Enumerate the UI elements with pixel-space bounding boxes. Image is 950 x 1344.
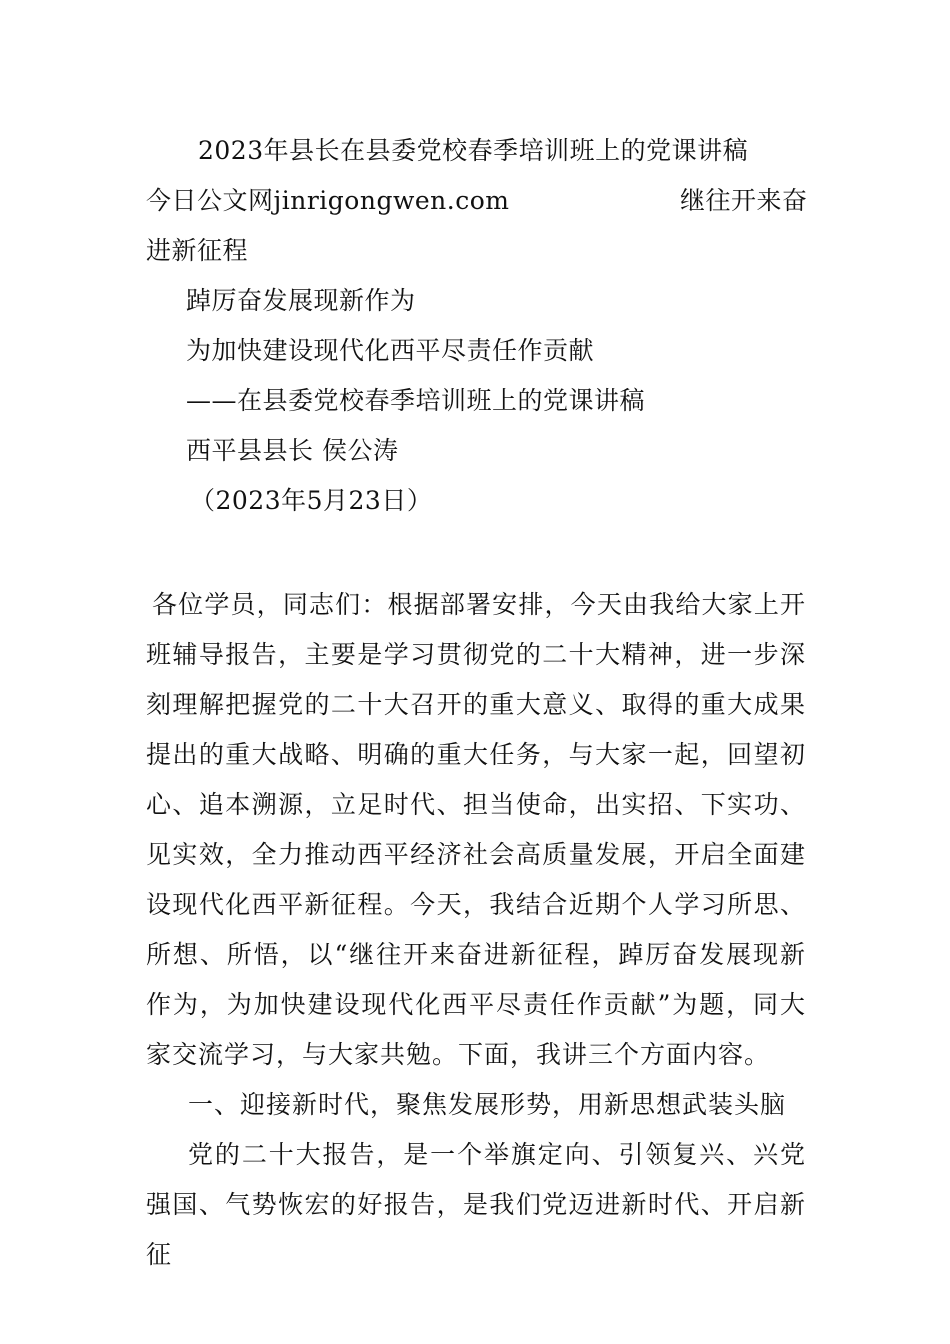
document-body [146,580,806,1280]
paragraph-opening: 各位学员，同志们：根据部署安排，今天由我给大家上开班辅导报告，主要是学习贯彻党的二十大精神，进一步深刻理解把握党的二十大召开的重大意义、取得的重大成果提出的重大战略、明确的重大任务，与大家一起，回望初心、追本溯源，立足时代、担当使命，出实招、下实功、见实效，全力推动西平经济社会高质量发展，开启全面建设现代化西平新征程。今天，我结合近期个人学习所思、所想、所悟，以“继往开来奋进新征程，踔厉奋发展现新作为，为加快建设现代化西平尽责任作贡献”为题，同大家交流学习，与大家共勉。下面，我讲三个方面内容。 [146,590,806,1069]
author-line: 西平县县长 侯公涛 [186,436,399,465]
subtitle-2: 为加快建设现代化西平尽责任作贡献 [186,336,595,365]
date-line: （2023年5月23日） [190,486,433,515]
source-line-right: 继往开来奋 [680,186,808,215]
source-line-left: 今日公文网jinrigongwen.com [146,186,510,215]
document-title: 2023年县长在县委党校春季培训班上的党课讲稿 [198,136,749,165]
section-heading-1: 一、迎接新时代，聚焦发展形势，用新思想武装头脑 [188,1090,787,1119]
subtitle-1: 踔厉奋发展现新作为 [186,286,416,315]
paragraph-section-1: 党的二十大报告，是一个举旗定向、引领复兴、兴党强国、气势恢宏的好报告，是我们党迈进新时代、开启新征 [146,1140,806,1269]
source-line-wrap: 进新征程 [146,236,249,265]
subtitle-3: ——在县委党校春季培训班上的党课讲稿 [186,386,646,415]
